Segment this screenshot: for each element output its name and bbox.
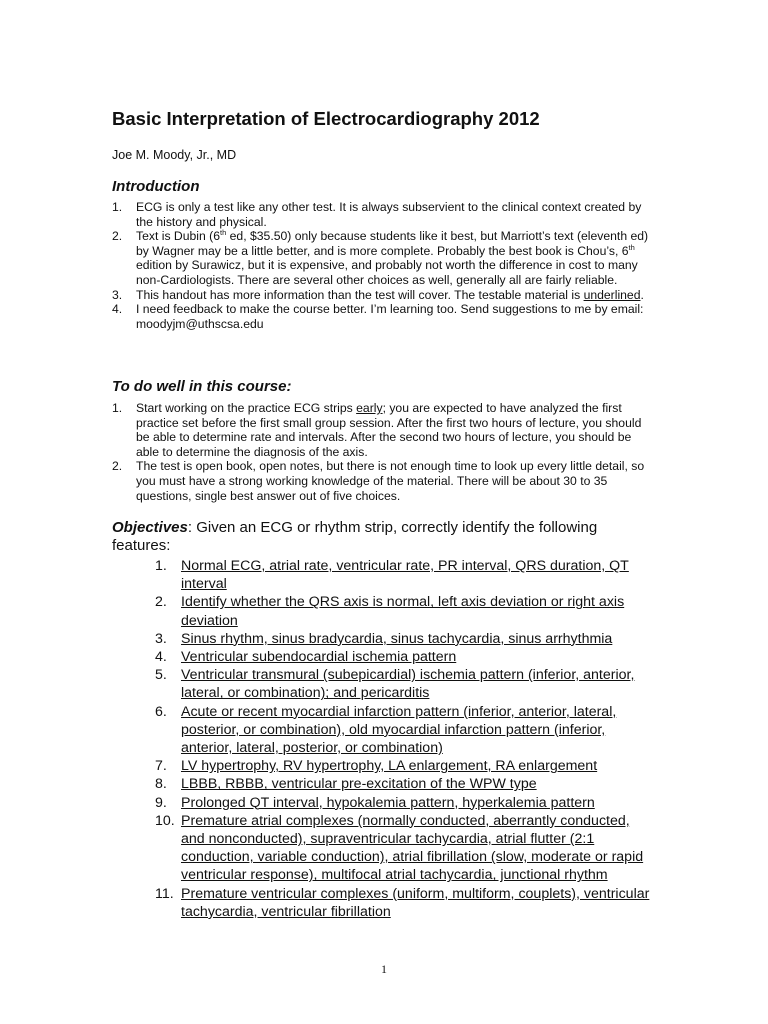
list-item: 2. The test is open book, open notes, but there is not enough time to look up every little detail, so you must have a strong working knowledge of the material. There will be about 30 to 35 questions, single best answer out of five choices. (112, 459, 645, 503)
list-item: 1. Normal ECG, atrial rate, ventricular rate, PR interval, QRS duration, QT interval (155, 558, 629, 593)
list-item: 10. Premature atrial complexes (normally conducted, aberrantly conducted, and nonconducted), supraventricular tachycardia, atrial flutter (2:1 conduction, variable conduction), atrial fibrillation (slow, moderate or rapid ventricular response), multifocal atrial tachycardia, junctional rhythm (155, 812, 644, 884)
document-author: Joe M. Moody, Jr., MD (112, 148, 237, 162)
list-item: 4. I need feedback to make the course better. I’m learning too. Send suggestions to me by email: moodyjm@uthscsa.edu (112, 302, 644, 331)
list-item: 7. LV hypertrophy, RV hypertrophy, LA enlargement, RA enlargement (155, 758, 598, 775)
list-item: 1. Start working on the practice ECG strips early; you are expected to have analyzed the first practice set before the first small group session. After the first two hours of lecture, you should be able to determine rate and intervals. After the second two hours of lecture, you should be able to determine the diagnosis of the axis. (112, 401, 642, 459)
list-item: 5. Ventricular transmural (subepicardial) ischemia pattern (inferior, anterior, lateral, or combination); and pericarditis (155, 667, 635, 702)
course-heading: To do well in this course: (112, 378, 292, 395)
introduction-heading: Introduction (112, 178, 200, 195)
page-number: 1 (381, 962, 387, 976)
list-item: 8. LBBB, RBBB, ventricular pre-excitation of the WPW type (155, 776, 537, 793)
list-item: 11. Premature ventricular complexes (uniform, multiform, couplets), ventricular tachycardia, ventricular fibrillation (155, 885, 650, 920)
list-item: 6. Acute or recent myocardial infarction pattern (inferior, anterior, lateral, posterior, or combination), old myocardial infarction pattern (inferior, anterior, lateral, posterior, or combination) (155, 703, 617, 757)
objectives-intro: Objectives: Given an ECG or rhythm strip, correctly identify the following features: (112, 519, 598, 554)
list-item: 2. Identify whether the QRS axis is normal, left axis deviation or right axis deviation (155, 594, 625, 629)
document-title: Basic Interpretation of Electrocardiography 2012 (112, 108, 540, 129)
list-item: 3. This handout has more information than the test will cover. The testable material is underlined. (112, 287, 644, 302)
list-item: 4. Ventricular subendocardial ischemia pattern (155, 649, 457, 666)
course-list (112, 401, 652, 503)
list-item: 1. ECG is only a test like any other test. It is always subservient to the clinical context created by the history and physical. (112, 200, 642, 229)
list-item: 9. Prolonged QT interval, hypokalemia pattern, hyperkalemia pattern (155, 794, 595, 811)
objectives-heading: Objectives (112, 519, 188, 536)
list-item: 3. Sinus rhythm, sinus bradycardia, sinus tachycardia, sinus arrhythmia (155, 630, 613, 647)
objectives-list (155, 557, 655, 921)
introduction-list (112, 200, 652, 331)
list-item: 2. Text is Dubin (6th ed, $35.50) only because students like it best, but Marriott’s text (eleventh ed) by Wagner may be a little better, and is more complete. Probably the best book is Chou’s, 6th edition by Surawicz, but it is expensive, and probably not worth the difference in cost to many non-Cardiologists. There are several other choices as well, generally all are fairly reliable. (112, 228, 649, 287)
